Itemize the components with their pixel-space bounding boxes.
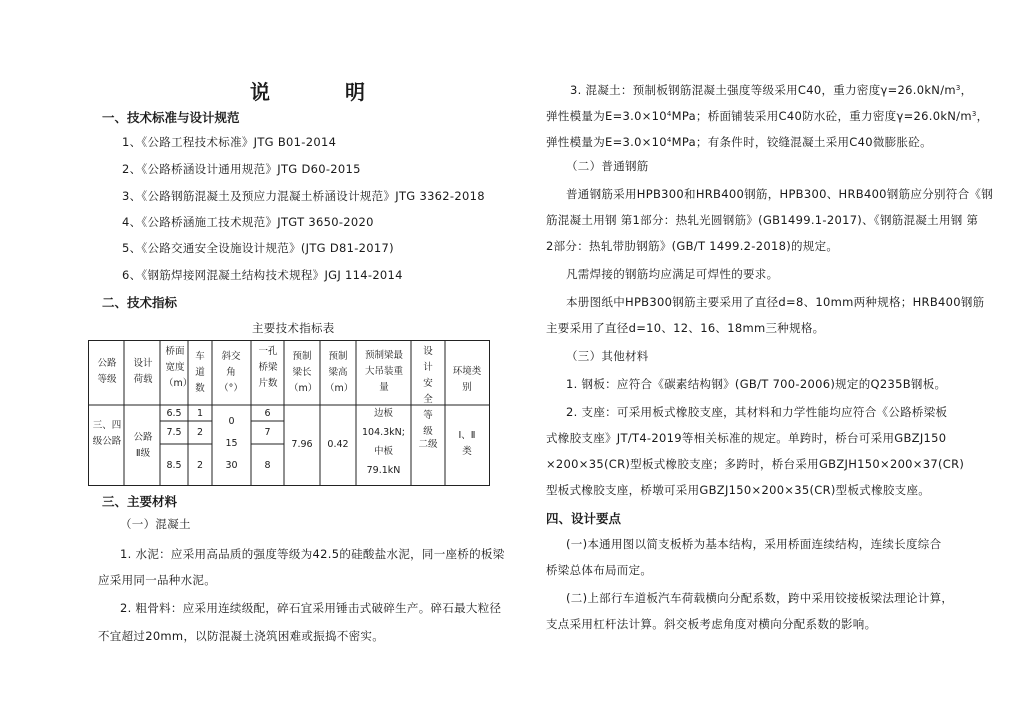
other-materials-line: ×200×35(CR)型板式橡胶支座；多跨时，桥台采用GBZJH150×200×37(CR)	[546, 457, 965, 471]
td-environment: Ⅰ、Ⅱ类	[458, 430, 476, 457]
td-beam-height: 0.42	[327, 439, 349, 450]
td-skew: 0	[228, 416, 235, 427]
standard-item: 5、《公路交通安全设施设计规范》(JTG D81-2017)	[122, 241, 394, 255]
cement-paragraph-line: 应采用同一品种水泥。	[98, 573, 216, 587]
td-weight: 104.3kN;	[361, 427, 405, 438]
th-deck-width: 桥面宽度（m）	[164, 346, 193, 389]
aggregate-paragraph-line: 不宜超过20mm，以防混凝土浇筑困难或振捣不密实。	[98, 629, 385, 643]
rebar-paragraph-line: 普通钢筋采用HPB300和HRB400钢筋，HPB300、HRB400钢筋应分别符合《钢	[566, 187, 993, 201]
rebar-paragraph-line: 2部分：热轧带肋钢筋》(GB/T 1499.2-2018)的规定。	[546, 239, 839, 253]
td-lanes: 1	[196, 408, 204, 419]
design-points-line: 支点采用杠杆法计算。斜交板考虑角度对横向分配系数的影响。	[546, 617, 877, 631]
standard-item: 2、《公路桥涵设计通用规范》JTG D60-2015	[122, 162, 361, 176]
td-safety: 二级	[418, 439, 438, 450]
design-points-line: 桥梁总体布局而定。	[546, 563, 653, 577]
th-lanes: 车道数	[195, 351, 205, 394]
design-points-line: (一)本通用图以简支板桥为基本结构，采用桥面连续结构，连续长度综合	[566, 537, 942, 551]
td-weight: 边板	[373, 408, 393, 419]
technical-indicators-table	[88, 340, 490, 486]
section4-heading: 四、设计要点	[546, 511, 622, 526]
td-skew: 30	[225, 460, 238, 471]
rebar-paragraph-line: 主要采用了直径d=10、12、16、18mm三种规格。	[546, 321, 825, 335]
td-beams: 6	[264, 408, 271, 419]
rebar-paragraph-line: 凡需焊接的钢筋均应满足可焊性的要求。	[566, 267, 779, 281]
other-materials-line: 型板式橡胶支座，桥墩可采用GBZJ150×200×35(CR)型板式橡胶支座。	[546, 483, 931, 497]
td-lanes: 2	[196, 460, 204, 471]
td-skew: 15	[225, 438, 238, 449]
standard-item: 6、《钢筋焊接网混凝土结构技术规程》JGJ 114-2014	[122, 268, 403, 282]
td-road-grade: 三、四级公路	[92, 420, 122, 447]
th-beams-per-span: 一孔桥梁片数	[258, 346, 278, 389]
doc-title-right: 明	[345, 80, 367, 104]
th-environment: 环境类别	[452, 366, 482, 393]
other-materials-line: 2. 支座：可采用板式橡胶支座，其材料和力学性能均应符合《公路桥梁板	[566, 405, 948, 419]
th-design-load: 设计荷载	[133, 358, 153, 385]
standard-item: 3、《公路钢筋混凝土及预应力混凝土桥涵设计规范》JTG 3362-2018	[122, 189, 485, 203]
other-materials-subheading: （三）其他材料	[566, 349, 649, 363]
rebar-paragraph-line: 筋混凝土用钢 第1部分：热轧光圆钢筋》(GB1499.1-2017)、《钢筋混凝土用钢 第	[546, 213, 979, 227]
td-weight: 中板	[373, 446, 393, 457]
other-materials-line: 1. 钢板：应符合《碳素结构钢》(GB/T 700-2006)规定的Q235B钢板。	[566, 377, 947, 391]
td-width: 7.5	[166, 427, 182, 438]
td-width: 8.5	[166, 460, 182, 471]
rebar-paragraph-line: 本册图纸中HPB300钢筋主要采用了直径d=8、10mm两种规格；HRB400钢筋	[566, 295, 985, 309]
th-skew: 斜交角（°）	[219, 351, 243, 394]
doc-title-left: 说	[250, 80, 272, 104]
concrete-paragraph-line: 弹性模量为$E=3.0\times 10^4MPa$；有条件时，铰缝混凝土采用C40微膨胀砼。	[546, 135, 932, 149]
td-design-load: 公路Ⅱ级	[133, 432, 153, 459]
section1-heading: 一、技术标准与设计规范	[102, 110, 240, 125]
rebar-subheading: （二）普通钢筋	[566, 159, 649, 173]
concrete-subheading: （一）混凝土	[120, 517, 191, 531]
standard-item: 1、《公路工程技术标准》JTG B01-2014	[122, 135, 337, 149]
standard-item: 4、《公路桥涵施工技术规范》JTGT 3650-2020	[122, 215, 374, 229]
td-beam-length: 7.96	[291, 439, 313, 450]
concrete-paragraph-line: 弹性模量为$E=3.0\times 10^4MPa$；桥面铺装采用C40防水砼，重力密度$\gamma=26.0kN/m^3$，	[546, 109, 989, 123]
concrete-paragraph-line: 3. 混凝土：预制板钢筋混凝土强度等级采用C40，重力密度$\gamma=26.0kN/m^3$，	[570, 83, 973, 97]
section2-heading: 二、技术指标	[102, 295, 178, 310]
th-beam-height: 预制梁高（m）	[325, 351, 354, 394]
td-weight: 79.1kN	[366, 465, 401, 476]
td-width: 6.5	[166, 408, 182, 419]
th-road-grade: 公路等级	[97, 358, 117, 385]
td-beams: 8	[264, 460, 271, 471]
cement-paragraph-line: 1. 水泥：应采用高品质的强度等级为42.5的硅酸盐水泥，同一座桥的板梁	[120, 547, 505, 561]
section3-heading: 三、主要材料	[102, 494, 178, 509]
design-points-line: (二)上部行车道板汽车荷载横向分配系数，跨中采用铰接板梁法理论计算，	[566, 591, 954, 605]
aggregate-paragraph-line: 2. 粗骨料：应采用连续级配，碎石宜采用锤击式破碎生产。碎石最大粒径	[120, 601, 502, 615]
th-safety-grade: 设计安全等级	[423, 346, 433, 437]
td-lanes: 2	[196, 427, 204, 438]
td-beams: 7	[264, 427, 271, 438]
th-beam-length: 预制梁长（m）	[289, 351, 318, 394]
other-materials-line: 式橡胶支座》JT/T4-2019等相关标准的规定。单跨时，桥台可采用GBZJ150	[546, 431, 947, 445]
table-caption: 主要技术指标表	[252, 321, 335, 335]
th-max-lifting-weight: 预制梁最大吊装重量	[364, 350, 403, 393]
